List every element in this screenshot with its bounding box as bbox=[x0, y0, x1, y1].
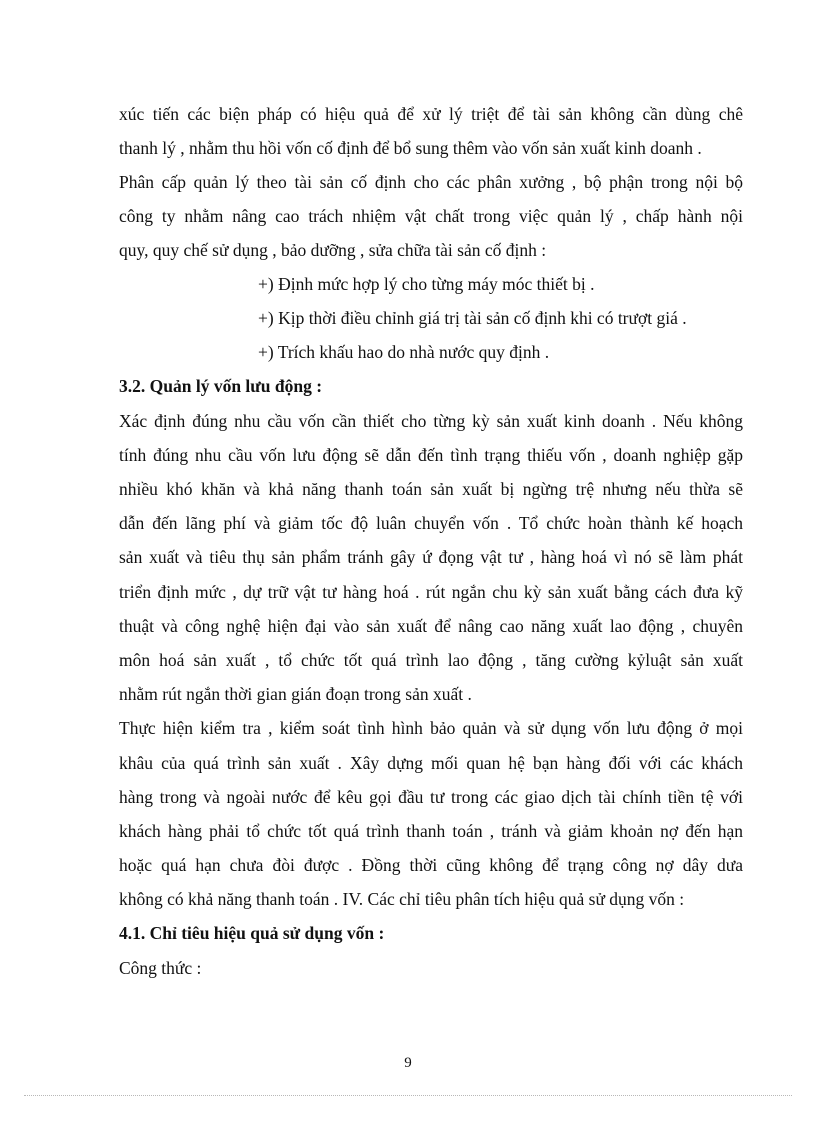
text-line: quy, quy chế sử dụng , bảo dưỡng , sửa chữa tài sản cố định : bbox=[119, 240, 547, 260]
section-heading: 4.1. Chỉ tiêu hiệu quả sử dụng vốn : bbox=[119, 923, 385, 943]
text-line: tính đúng nhu cầu vốn lưu động sẽ dẫn đến tình trạng thiếu vốn , doanh nghiệp gặp bbox=[119, 445, 743, 465]
page-bottom-rule bbox=[24, 1095, 792, 1096]
text-line: Xác định đúng nhu cầu vốn cần thiết cho từng kỳ sản xuất kinh doanh . Nếu không bbox=[119, 411, 743, 431]
page-number: 9 bbox=[404, 1055, 412, 1071]
text-line: thuật và công nghệ hiện đại vào sản xuất để nâng cao năng xuất lao động , chuyên bbox=[119, 616, 743, 636]
text-line: hàng trong và ngoài nước để kêu gọi đầu tư trong các giao dịch tài chính tiền tệ với bbox=[119, 787, 743, 807]
text-line: Phân cấp quản lý theo tài sản cố định cho các phân xưởng , bộ phận trong nội bộ bbox=[119, 172, 743, 192]
text-line: triển định mức , dự trữ vật tư hàng hoá . rút ngắn chu kỳ sản xuất bằng cách đưa kỹ bbox=[119, 582, 743, 602]
bullet-line: +) Định mức hợp lý cho từng máy móc thiết bị . bbox=[258, 274, 595, 294]
text-line: xúc tiến các biện pháp có hiệu quả để xử lý triệt để tài sản không cần dùng chê bbox=[119, 104, 743, 124]
bullet-line: +) Kịp thời điều chỉnh giá trị tài sản cố định khi có trượt giá . bbox=[258, 308, 687, 328]
bullet-line: +) Trích khấu hao do nhà nước quy định . bbox=[258, 342, 550, 362]
text-line: nhiều khó khăn và khả năng thanh toán sản xuất bị ngừng trệ nhưng nếu thừa sẽ bbox=[119, 479, 743, 499]
text-line: không có khả năng thanh toán . IV. Các chỉ tiêu phân tích hiệu quả sử dụng vốn : bbox=[119, 889, 685, 909]
section-heading: 3.2. Quản lý vốn lưu động : bbox=[119, 376, 323, 396]
text-line: sản xuất và tiêu thụ sản phẩm tránh gây ứ đọng vật tư , hàng hoá vì nó sẽ làm phát bbox=[119, 547, 743, 567]
text-line: Thực hiện kiểm tra , kiểm soát tình hình bảo quản và sử dụng vốn lưu động ở mọi bbox=[119, 718, 743, 738]
text-line: khách hàng phải tổ chức tốt quá trình thanh toán , tránh và giảm khoản nợ đến hạn bbox=[119, 821, 743, 841]
text-line: thanh lý , nhằm thu hồi vốn cố định để bổ sung thêm vào vốn sản xuất kinh doanh . bbox=[119, 138, 702, 158]
text-line: khâu của quá trình sản xuất . Xây dựng mối quan hệ bạn hàng đối với các khách bbox=[119, 753, 743, 773]
text-line: Công thức : bbox=[119, 958, 202, 978]
text-line: hoặc quá hạn chưa đòi được . Đồng thời cũng không để trạng công nợ dây dưa bbox=[119, 855, 743, 875]
text-line: dẫn đến lãng phí và giảm tốc độ luân chuyển vốn . Tổ chức hoàn thành kế hoạch bbox=[119, 513, 743, 533]
text-line: công ty nhằm nâng cao trách nhiệm vật chất trong việc quản lý , chấp hành nội bbox=[119, 206, 743, 226]
text-line: môn hoá sản xuất , tổ chức tốt quá trình lao động , tăng cường kỷluật sản xuất bbox=[119, 650, 743, 670]
text-line: nhằm rút ngắn thời gian gián đoạn trong sản xuất . bbox=[119, 684, 472, 704]
